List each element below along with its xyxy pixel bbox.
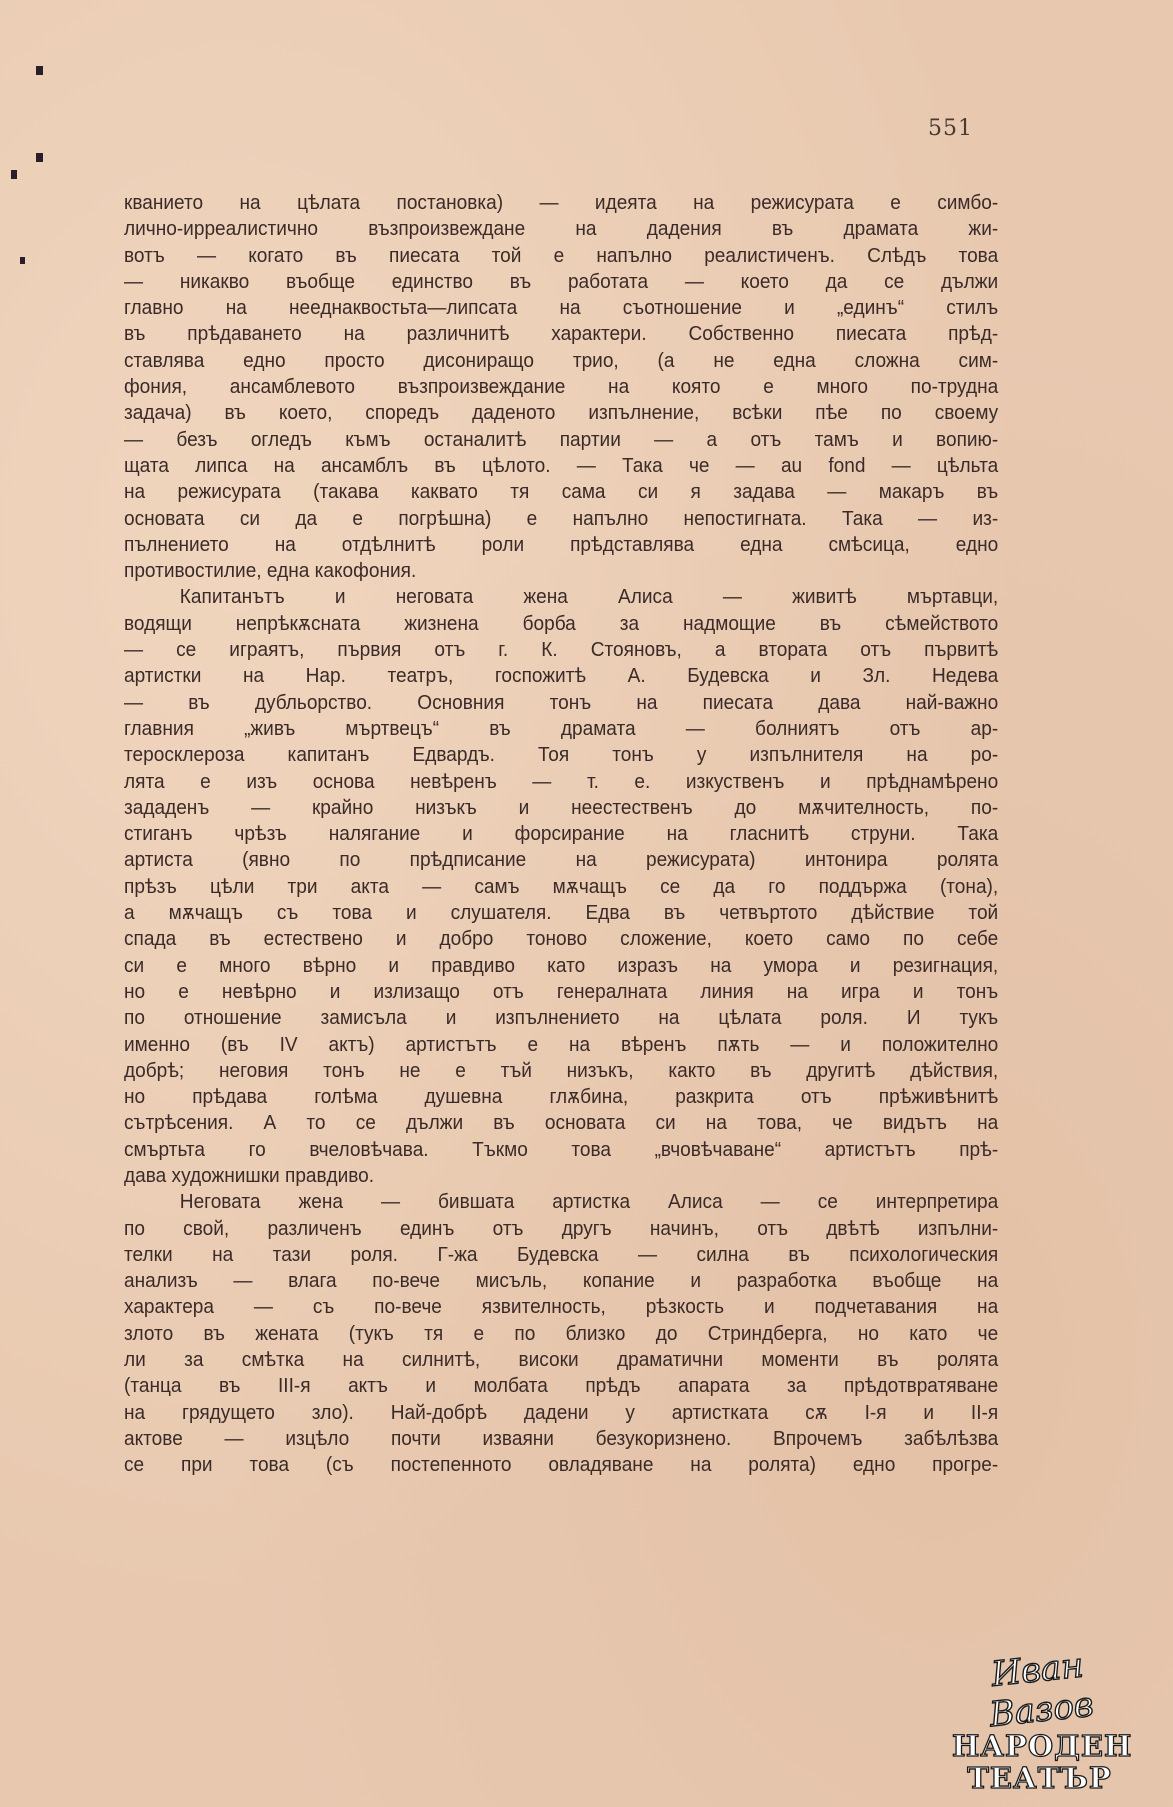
text-line: но е невѣрно и излизащо отъ генералната линия на игра и тонъ <box>124 979 999 1003</box>
text-line: задача) въ което, споредъ даденото изпълнение, всѣки пѣе по своему <box>124 401 999 425</box>
margin-mark <box>11 170 17 179</box>
text-line: стиганъ чрѣзъ налягание и форсирание на гласнитѣ струни. Така <box>124 822 999 846</box>
text-line: пълнението на отдѣлнитѣ роли прѣдставлява една смѣсица, едно <box>124 532 999 556</box>
theatre-logo <box>952 1645 1133 1795</box>
margin-mark <box>36 153 43 162</box>
text-line: главния „живъ мъртвецъ“ въ драмата — болниятъ отъ ар- <box>124 716 999 740</box>
margin-mark <box>36 66 43 75</box>
text-line: актове — изцѣло почти изваяни безукоризнено. Впрочемъ забѣлѣзва <box>124 1426 999 1450</box>
text-line: добрѣ; неговия тонъ не е тъй низъкъ, както въ другитѣ дѣйствия, <box>124 1058 999 1082</box>
text-line: си е много вѣрно и правдиво като изразъ на умора и резигнация, <box>124 953 999 977</box>
text-line: кванието на цѣлата постановка) — идеята на режисурата е симбо- <box>124 191 999 214</box>
text-line: по свой, различенъ единъ отъ другъ начинъ, отъ двѣтѣ изпълни- <box>124 1216 999 1240</box>
text-line: лично-ирреалистично възпроизвеждане на дадения въ драмата жи- <box>124 217 999 241</box>
text-line: противостилие, една какофония. <box>124 559 417 583</box>
text-line: — въ дубльорство. Основния тонъ на пиесата дава най-важно <box>124 690 999 714</box>
text-line: по отношение замисъла и изпълнението на цѣлата роля. И тукъ <box>124 1006 999 1030</box>
text-line: артистки на Нар. театръ, госпожитѣ А. Будевска и Зл. Недева <box>124 664 999 688</box>
text-line: ставлява едно просто дисониращо трио, (а не една сложна сим- <box>124 348 999 372</box>
text-line: спада въ естествено и добро тоново сложение, което само по себе <box>124 927 999 951</box>
text-line: основата си да е погрѣшна) е напълно непостигната. Така — из- <box>124 506 999 530</box>
logo-line-2: ТЕАТЪР <box>967 1761 1112 1795</box>
text-line: телки на тази роля. Г-жа Будевска — силна въ психологическия <box>124 1242 999 1266</box>
text-line: — безъ огледъ къмъ останалитѣ партии — а отъ тамъ и вопию- <box>124 427 999 451</box>
text-line: дава художнишки правдиво. <box>124 1163 375 1187</box>
text-line: главно на нееднаквостьта—липсата на съотношение и „единъ“ стилъ <box>124 296 999 320</box>
text-line: на режисурата (такава каквато тя сама си я задава — макаръ въ <box>124 480 999 504</box>
text-line: Неговата жена — бившата артистка Алиса — се интерпретира <box>179 1190 999 1214</box>
text-line: смъртьта го вчеловѣчава. Тъкмо това „вчовѣчаване“ артистътъ прѣ- <box>124 1137 999 1161</box>
text-line: въ прѣдаването на различнитѣ характери. Собственно пиесата прѣд- <box>124 322 999 346</box>
text-line: — никакво въобще единство въ работата — което да се дължи <box>124 269 999 293</box>
text-line: теросклероза капитанъ Едвардъ. Тоя тонъ у изпълнителя на ро- <box>124 743 999 767</box>
text-line: (танца въ III-я актъ и молбата прѣдъ апарата за прѣдотвратяване <box>124 1374 999 1398</box>
text-line: зададенъ — крайно низъкъ и неестественъ до мѫчителность, по- <box>124 795 999 819</box>
logo-line-1: НАРОДЕН <box>952 1729 1133 1763</box>
text-line: лята е изъ основа невѣренъ — т. е. изкуственъ и прѣднамѣрено <box>124 769 999 793</box>
text-line: именно (въ IV актъ) артистътъ е на вѣренъ пѫть — и положително <box>124 1032 999 1056</box>
text-line: сътрѣсения. А то се дължи въ основата си на това, че видътъ на <box>124 1111 999 1135</box>
logo-script: Иван Вазов <box>987 1645 1096 1736</box>
text-line: анализъ — влага по-вече мисъль, копание и разработка въобще на <box>124 1269 999 1293</box>
text-line: ли за смѣтка на силнитѣ, високи драматични моменти въ ролята <box>124 1348 999 1372</box>
text-line: а мѫчащъ съ това и слушателя. Едва въ четвъртото дѣйствие той <box>124 901 999 925</box>
text-line: Капитанътъ и неговата жена Алиса — живитѣ мъртавци, <box>179 585 999 609</box>
text-line: артиста (явно по прѣдписание на режисурата) интонира ролята <box>124 848 999 872</box>
body-text <box>124 190 1000 1479</box>
text-line: щата липса на ансамблъ въ цѣлото. — Така че — au fond — цѣльта <box>124 453 999 477</box>
text-line: се при това (съ постепенното овладяване на ролята) едно прогре- <box>124 1453 999 1477</box>
text-line: водящи непрѣкѫсната жизнена борба за надмощие въ сѣмейството <box>124 611 999 635</box>
text-line: но прѣдава голѣма душевна глѫбина, разкрита отъ прѣживѣнитѣ <box>124 1085 999 1109</box>
text-line: вотъ — когато въ пиесата той е напълно реалистиченъ. Слѣдъ това <box>124 243 999 267</box>
text-line: злото въ жената (тукъ тя е по близко до Стриндберга, но като че <box>124 1321 999 1345</box>
margin-mark <box>20 257 25 264</box>
text-line: характера — съ по-вече язвителность, рѣзкость и подчетавания на <box>124 1295 999 1319</box>
text-line: на грядущето зло). Най-добрѣ дадени у артистката сѫ I-я и II-я <box>124 1400 999 1424</box>
text-line: фония, ансамблевото възпроизвеждание на която е много по-трудна <box>124 375 999 399</box>
text-line: прѣзъ цѣли три акта — самъ мѫчащъ се да го поддържа (тона), <box>124 874 999 898</box>
page-number: 551 <box>928 116 973 141</box>
text-line: — се играятъ, първия отъ г. К. Стояновъ, а втората отъ първитѣ <box>124 638 999 662</box>
